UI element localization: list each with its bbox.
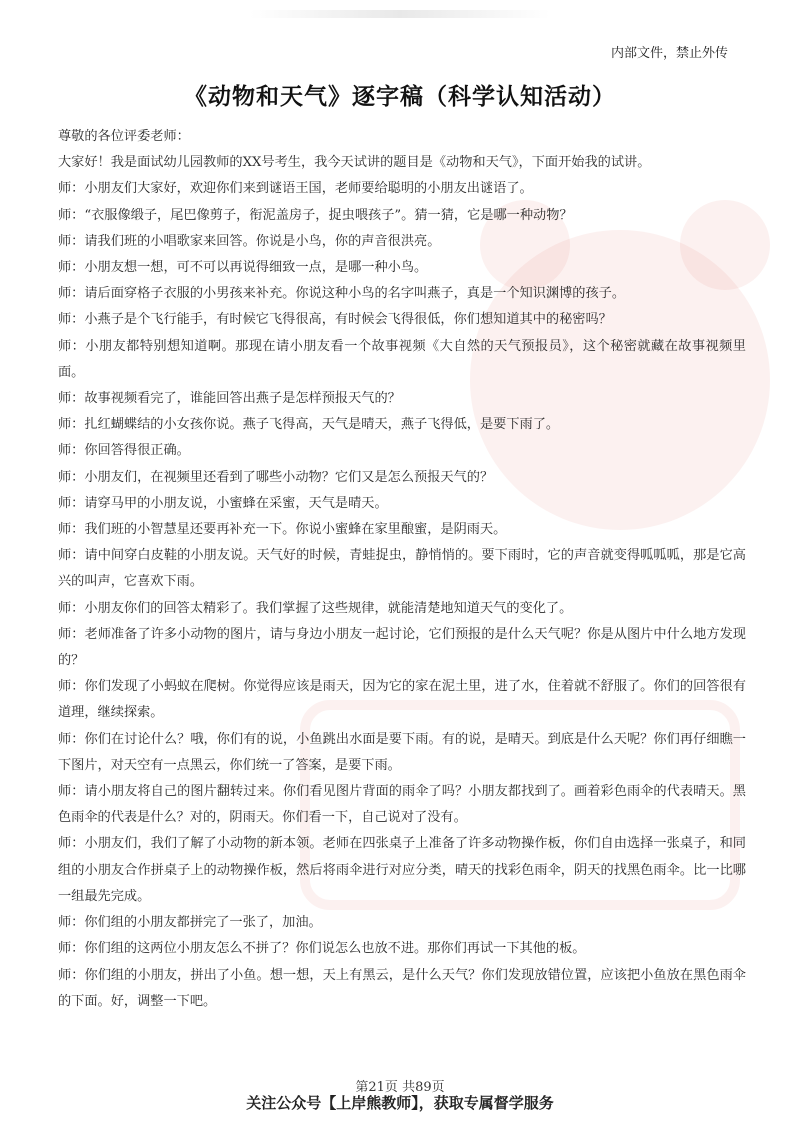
paragraph: 师：你回答得很正确。	[58, 443, 190, 459]
paragraph: 师：老师准备了许多小动物的图片，请与身边小朋友一起讨论，它们预报的是什么天气呢？你是从图片中什么地方发现的？	[58, 626, 746, 669]
paragraph: 尊敬的各位评委老师：	[58, 129, 190, 144]
paragraph: 师：小朋友们，在视频里还看到了哪些小动物？它们又是怎么预报天气的？	[58, 469, 494, 485]
paragraph: 师：小朋友想一想，可不可以再说得细致一点，是哪一种小鸟。	[58, 260, 428, 276]
page-title: 《动物和天气》逐字稿（科学认知活动）	[184, 83, 616, 110]
paragraph: 师：小燕子是个飞行能手，有时候它飞得很高，有时候会飞得很低，你们想知道其中的秘密吗？	[58, 312, 612, 328]
page-number: 第21页 共89页	[355, 1080, 445, 1095]
footer-promo: 关注公众号【上岸熊教师】，获取专属督学服务	[246, 1094, 554, 1112]
paragraph: 师：请中间穿白皮鞋的小朋友说。天气好的时候，青蛙捉虫，静悄悄的。要下雨时，它的声音就变得呱呱呱，那是它高兴的叫声，它喜欢下雨。	[58, 548, 746, 590]
paragraph: 师：你们组的小朋友都拼完了一张了，加油。	[58, 915, 322, 931]
paragraph: 师：故事视频看完了，谁能回答出燕子是怎样预报天气的？	[58, 391, 401, 407]
internal-note: 内部文件，禁止外传	[610, 46, 728, 61]
paragraph: 师：你们在讨论什么？哦，你们有的说，小鱼跳出水面是要下雨。有的说，是晴天。到底是什么天呢？你们再仔细瞧一下图片，对天空有一点黑云，你们统一了答案，是要下雨。	[58, 731, 746, 773]
transcript-body	[58, 124, 746, 1015]
paragraph: 师：请穿马甲的小朋友说，小蜜蜂在采蜜，天气是晴天。	[58, 495, 388, 511]
paragraph: 师：小朋友们大家好，欢迎你们来到谜语王国，老师要给聪明的小朋友出谜语了。	[58, 181, 533, 197]
paragraph: 师：我们班的小智慧星还要再补充一下。你说小蜜蜂在家里酿蜜，是阴雨天。	[58, 522, 507, 538]
paragraph: 师：小朋友都特别想知道啊。那现在请小朋友看一个故事视频《大自然的天气预报员》，这个秘密就藏在故事视频里面。	[58, 338, 746, 380]
paragraph: 师：你们组的小朋友，拼出了小鱼。想一想，天上有黑云，是什么天气？你们发现放错位置，应该把小鱼放在黑色雨伞的下面。好，调整一下吧。	[58, 967, 746, 1009]
paragraph: 师：小朋友们，我们了解了小动物的新本领。老师在四张桌子上准备了许多动物操作板，你们自由选择一张桌子，和同组的小朋友合作拼桌子上的动物操作板，然后将雨伞进行对应分类，晴天的找彩色雨伞，阴天的找黑色雨伞。比一比哪一组最先完成。	[58, 836, 746, 904]
top-faded-header	[250, 10, 550, 18]
paragraph: 师：请我们班的小唱歌家来回答。你说是小鸟，你的声音很洪亮。	[58, 233, 441, 249]
paragraph: 师：你们组的这两位小朋友怎么不拼了？你们说怎么也放不进。那你们再试一下其他的板。	[58, 941, 586, 957]
paragraph: 师：“衣服像缎子，尾巴像剪子，衔泥盖房子，捉虫喂孩子”。猜一猜，它是哪一种动物？	[58, 207, 573, 223]
paragraph: 大家好！我是面试幼儿园教师的XX号考生，我今天试讲的题目是《动物和天气》，下面开始我的试讲。	[58, 155, 651, 171]
paragraph: 师：请后面穿格子衣服的小男孩来补充。你说这种小鸟的名字叫燕子，真是一个知识渊博的孩子。	[58, 286, 626, 302]
paragraph: 师：扎红蝴蝶结的小女孩你说。燕子飞得高，天气是晴天，燕子飞得低，是要下雨了。	[58, 417, 560, 433]
paragraph: 师：你们发现了小蚂蚁在爬树。你觉得应该是雨天，因为它的家在泥土里，进了水，住着就不舒服了。你们的回答很有道理，继续探索。	[58, 679, 746, 721]
paragraph: 师：小朋友你们的回答太精彩了。我们掌握了这些规律，就能清楚地知道天气的变化了。	[58, 600, 573, 616]
paragraph: 师：请小朋友将自己的图片翻转过来。你们看见图片背面的雨伞了吗？小朋友都找到了。画着彩色雨伞的代表晴天。黑色雨伞的代表是什么？对的，阴雨天。你们看一下，自己说对了没有。	[58, 784, 746, 826]
